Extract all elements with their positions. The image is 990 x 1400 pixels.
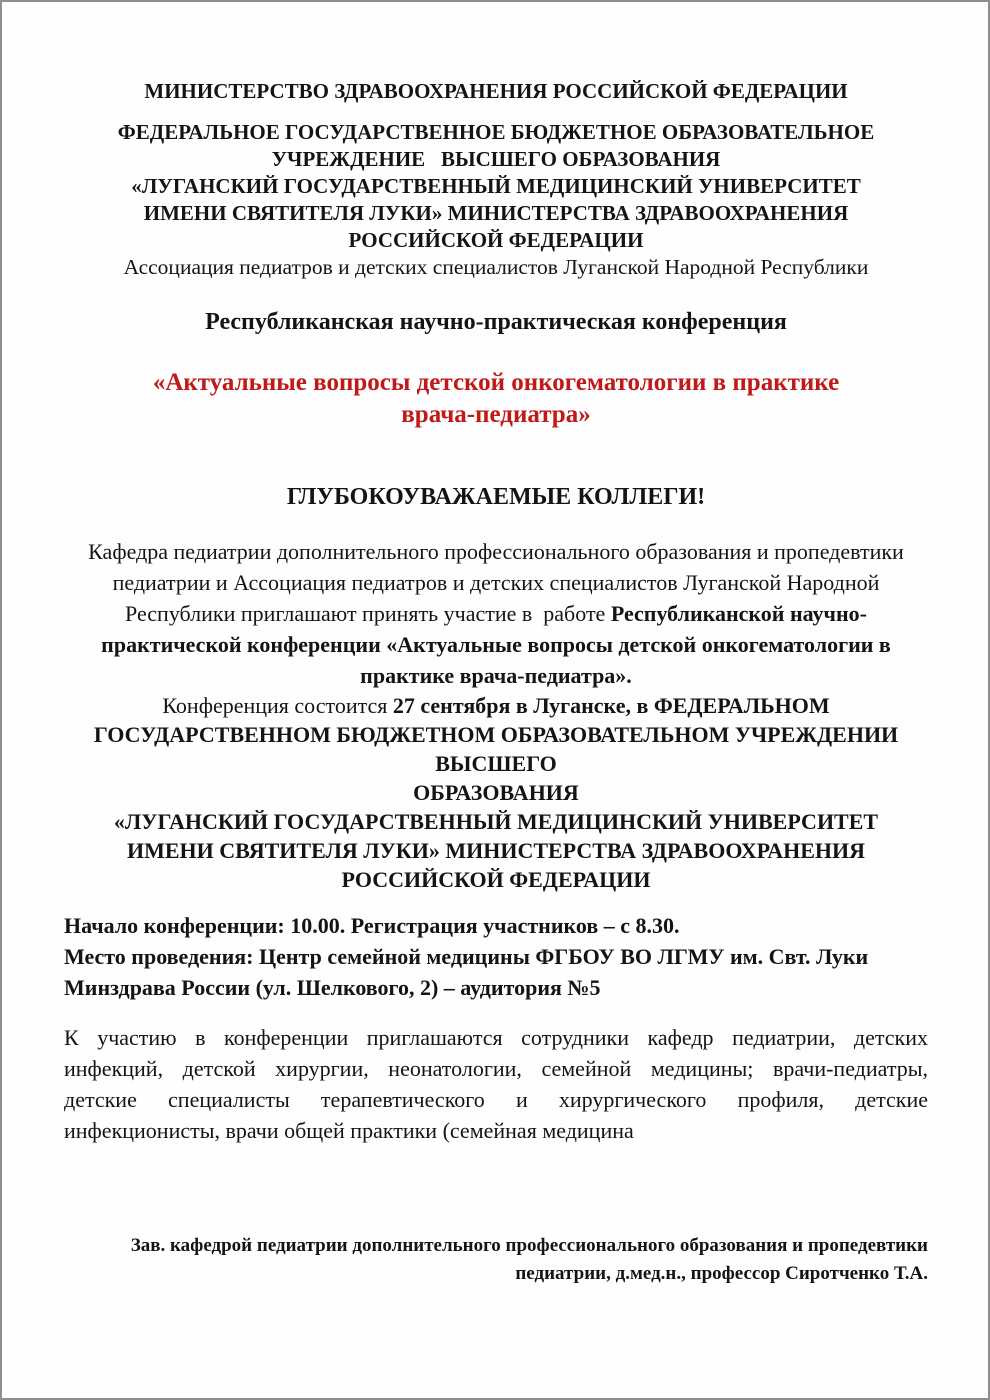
details-block xyxy=(64,910,928,1003)
conference-title xyxy=(64,367,928,431)
invitation-line: практической конференции «Актуальные вопросы детской онкогематологии в xyxy=(101,632,891,657)
signature-line: педиатрии, д.мед.н., профессор Сиротченко Т.А. xyxy=(515,1263,928,1284)
university-name-line: «ЛУГАНСКИЙ ГОСУДАРСТВЕННЫЙ МЕДИЦИНСКИЙ УНИВЕРСИТЕТ xyxy=(131,174,861,198)
participants-line: детские специалисты терапевтического и хирургического профиля, детские xyxy=(64,1087,928,1112)
details-location-line: Минздрава России (ул. Шелкового, 2) – аудитория №5 xyxy=(64,975,601,1000)
participants-paragraph xyxy=(64,1022,928,1146)
date-line xyxy=(64,691,928,720)
conference-title-line: «Актуальные вопросы детской онкогематологии в практике xyxy=(152,369,840,396)
venue-line: РОССИЙСКОЙ ФЕДЕРАЦИИ xyxy=(341,867,651,892)
greeting-heading: ГЛУБОКОУВАЖАЕМЫЕ КОЛЛЕГИ! xyxy=(286,484,706,510)
date-emphasis: 27 сентября в Луганске, в ФЕДЕРАЛЬНОМ xyxy=(392,693,830,718)
invitation-line: практике врача-педиатра». xyxy=(360,663,632,688)
participants-line: К участию в конференции приглашаются сотрудники кафедр педиатрии, детских xyxy=(64,1025,928,1050)
invitation-paragraph xyxy=(64,536,928,691)
university-name-block xyxy=(64,119,928,281)
details-start-time: Начало конференции: 10.00. Регистрация участников – с 8.30. xyxy=(64,913,680,938)
signature-block xyxy=(64,1232,928,1288)
invitation-line: педиатрии и Ассоциация педиатров и детских специалистов Луганской Народной xyxy=(112,570,880,595)
venue-line: ГОСУДАРСТВЕННОМ БЮДЖЕТНОМ ОБРАЗОВАТЕЛЬНОМ УЧРЕЖДЕНИИ ВЫСШЕГО xyxy=(93,722,899,776)
date-text: Конференция состоится xyxy=(162,693,393,718)
university-name-line: ФЕДЕРАЛЬНОЕ ГОСУДАРСТВЕННОЕ БЮДЖЕТНОЕ ОБРАЗОВАТЕЛЬНОЕ xyxy=(117,120,875,144)
document-content xyxy=(2,2,988,1288)
venue-line: ОБРАЗОВАНИЯ xyxy=(413,780,579,805)
ministry-heading: МИНИСТЕРСТВО ЗДРАВООХРАНЕНИЯ РОССИЙСКОЙ ФЕДЕРАЦИИ xyxy=(144,79,848,103)
conference-title-line: врача-педиатра» xyxy=(401,401,591,428)
date-venue-block xyxy=(64,691,928,894)
invitation-line: Кафедра педиатрии дополнительного профессионального образования и пропедевтики xyxy=(88,539,904,564)
participants-line: инфекций, детской хирургии, неонатологии, семейной медицины; врачи-педиатры, xyxy=(64,1056,928,1081)
invitation-text: Республики приглашают принять участие в работе xyxy=(125,601,611,626)
details-location-line: Место проведения: Центр семейной медицины ФГБОУ ВО ЛГМУ им. Свт. Луки xyxy=(64,944,869,969)
venue-line: ИМЕНИ СВЯТИТЕЛЯ ЛУКИ» МИНИСТЕРСТВА ЗДРАВООХРАНЕНИЯ xyxy=(126,838,866,863)
signature-line: Зав. кафедрой педиатрии дополнительного профессионального образования и пропедевтики xyxy=(130,1235,928,1256)
university-name-line: УЧРЕЖДЕНИЕ ВЫСШЕГО ОБРАЗОВАНИЯ xyxy=(271,147,721,171)
venue-line: «ЛУГАНСКИЙ ГОСУДАРСТВЕННЫЙ МЕДИЦИНСКИЙ УНИВЕРСИТЕТ xyxy=(113,809,879,834)
university-name-line: ИМЕНИ СВЯТИТЕЛЯ ЛУКИ» МИНИСТЕРСТВА ЗДРАВООХРАНЕНИЯ xyxy=(143,201,849,225)
association-line: Ассоциация педиатров и детских специалистов Луганской Народной Республики xyxy=(123,255,869,279)
invitation-line xyxy=(64,598,928,629)
participants-line: инфекционисты, врачи общей практики (семейная медицина xyxy=(64,1118,634,1143)
conference-type-label: Республиканская научно-практическая конференция xyxy=(205,309,787,335)
university-name-line: РОССИЙСКОЙ ФЕДЕРАЦИИ xyxy=(348,228,644,252)
invitation-text-emphasis: Республиканской научно- xyxy=(610,601,867,626)
